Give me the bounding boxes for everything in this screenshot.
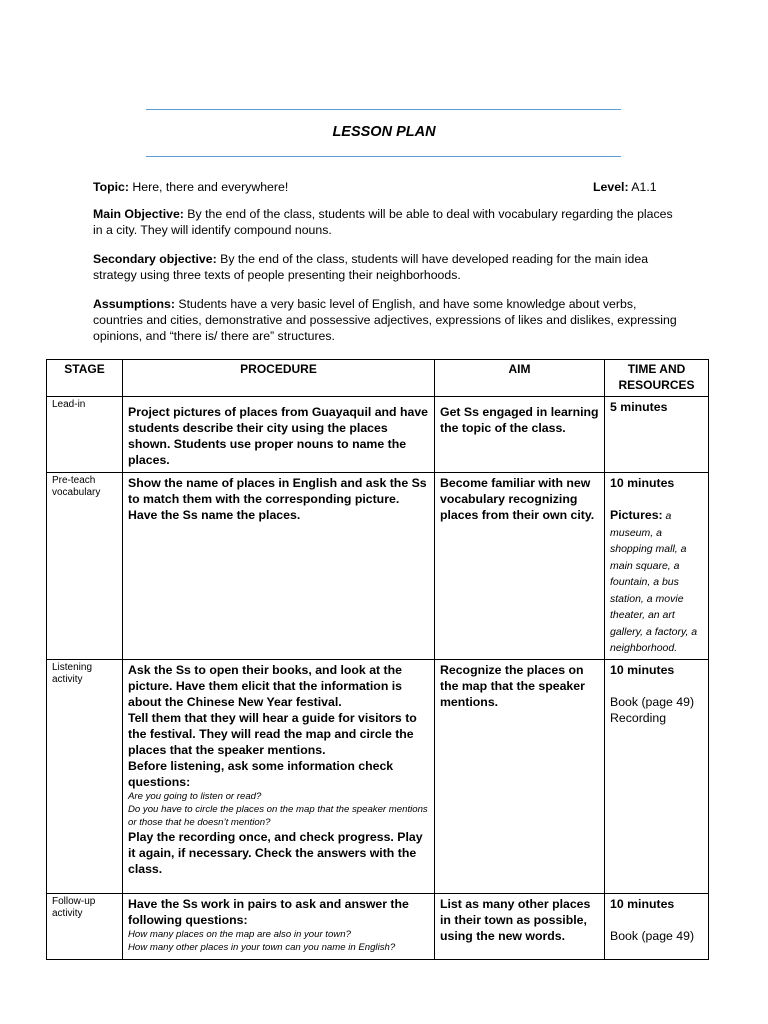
stage-cell: Lead-in <box>47 397 123 473</box>
title-top-rule <box>146 109 621 110</box>
procedure-text: Project pictures of places from Guayaquil and have students describe their city using the places shown. Students use proper nouns to name the places. <box>128 405 428 467</box>
procedure-text: Before listening, ask some information check questions: <box>128 758 394 789</box>
time-cell <box>605 893 709 959</box>
aim-cell <box>435 473 605 660</box>
procedure-cell <box>123 397 435 473</box>
level-value: A1.1 <box>628 180 657 194</box>
aim-text: List as many other places in their town as possible, using the new words. <box>440 896 591 943</box>
table-row <box>47 473 709 660</box>
header-aim: AIM <box>435 360 605 397</box>
procedure-text: Show the name of places in English and ask the Ss to match them with the corresponding picture. <box>128 476 427 506</box>
main-objective-text: By the end of the class, students will be able to deal with vocabulary regarding the places in a city. They will identify compound nouns. <box>93 207 673 237</box>
resources-label: Pictures: <box>610 508 663 522</box>
aim-cell <box>435 397 605 473</box>
page-title: LESSON PLAN <box>332 124 436 140</box>
table-header-row <box>47 360 709 397</box>
procedure-text: Tell them that they will hear a guide for visitors to the festival. They will read the map and circle the places that the speaker mentions. <box>128 710 417 757</box>
time-text: 10 minutes <box>610 476 675 490</box>
table-row <box>47 893 709 959</box>
procedure-text: Have the Ss name the places. <box>128 508 301 522</box>
stage-cell: Pre-teach vocabulary <box>47 473 123 660</box>
main-objective-label: Main Objective: <box>93 207 184 221</box>
aim-text: Become familiar with new vocabulary recognizing places from their own city. <box>440 476 595 522</box>
procedure-cell <box>123 659 435 893</box>
check-question: Do you have to circle the places on the map that the speaker mentions or those that he doesn’t mention? <box>128 803 428 828</box>
header-procedure: PROCEDURE <box>123 360 435 397</box>
assumptions <box>93 296 678 344</box>
topic-value: Here, there and everywhere! <box>128 180 289 194</box>
level-label: Level: <box>593 180 629 194</box>
time-cell <box>605 397 709 473</box>
aim-cell <box>435 893 605 959</box>
check-question: Are you going to listen or read? <box>128 790 262 802</box>
pair-question: How many places on the map are also in your town? <box>128 928 351 940</box>
time-text: 10 minutes <box>610 896 675 911</box>
secondary-objective-label: Secondary objective: <box>93 252 217 266</box>
resource-book: Book (page 49) <box>610 694 695 709</box>
stage-cell: Listening activity <box>47 659 123 893</box>
time-text: 10 minutes <box>610 662 675 677</box>
resource-recording: Recording <box>610 710 667 725</box>
resources-list: a museum, a shopping mall, a main square, a fountain, a bus station, a movie theater, an art gallery, a factory, a neighborhood. <box>610 510 698 654</box>
main-objective <box>93 206 678 238</box>
title-bottom-rule <box>146 156 621 157</box>
table-row <box>47 659 709 893</box>
lesson-plan-table <box>46 359 709 960</box>
procedure-text: Have the Ss work in pairs to ask and answer the following questions: <box>128 896 409 927</box>
header-stage: STAGE <box>47 360 123 397</box>
aim-text: Get Ss engaged in learning the topic of the class. <box>440 405 599 435</box>
assumptions-label: Assumptions: <box>93 297 175 311</box>
resource-book: Book (page 49) <box>610 928 695 943</box>
procedure-text: Ask the Ss to open their books, and look at the picture. Have them elicit that the information is about the Chinese New Year festival. <box>128 662 402 709</box>
secondary-objective <box>93 251 678 283</box>
stage-cell: Follow-up activity <box>47 893 123 959</box>
time-cell <box>605 473 709 660</box>
level-line <box>593 179 657 195</box>
secondary-objective-text: By the end of the class, students will have developed reading for the main idea strategy using three texts of people presenting their neighborhoods. <box>93 252 649 282</box>
procedure-cell <box>123 473 435 660</box>
table-row <box>47 397 709 473</box>
header-time-resources: TIME AND RESOURCES <box>605 360 709 397</box>
procedure-cell <box>123 893 435 959</box>
topic-label: Topic: <box>93 180 129 194</box>
time-text: 5 minutes <box>610 400 668 414</box>
aim-cell <box>435 659 605 893</box>
assumptions-text: Students have a very basic level of English, and have some knowledge about verbs, countries and cities, demonstrative and possessive adjectives, expressions of likes and dislikes, expressing opinions, and “there is/ there are” structures. <box>93 297 677 343</box>
topic-line <box>93 179 678 195</box>
aim-text: Recognize the places on the map that the speaker mentions. <box>440 662 585 709</box>
time-cell <box>605 659 709 893</box>
procedure-text: Play the recording once, and check progress. Play it again, if necessary. Check the answers with the class. <box>128 829 423 876</box>
pair-question: How many other places in your town can you name in English? <box>128 941 396 953</box>
